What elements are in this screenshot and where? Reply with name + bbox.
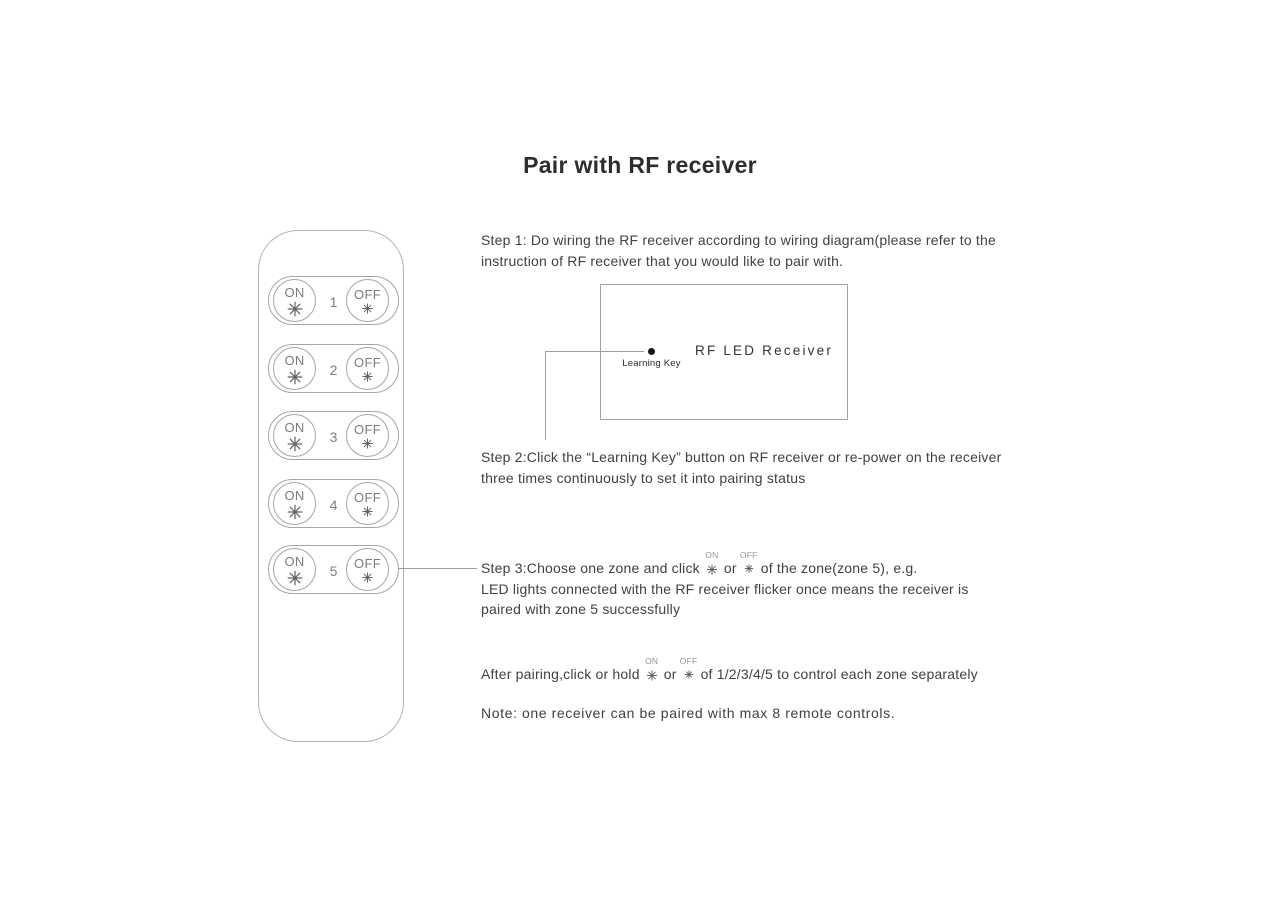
sun-icon bbox=[362, 303, 373, 314]
sun-icon bbox=[362, 572, 373, 583]
on-button-label: ON bbox=[284, 419, 305, 435]
after-pairing-text bbox=[481, 656, 978, 685]
zone-5-off-button bbox=[346, 548, 389, 591]
sun-icon bbox=[287, 436, 303, 452]
learning-key-label: Learning Key bbox=[622, 358, 681, 369]
step2-line2: three times continuously to set it into pairing status bbox=[481, 469, 806, 486]
page-title: Pair with RF receiver bbox=[523, 152, 757, 178]
rf-receiver-box bbox=[600, 284, 848, 420]
off-sun-icon: OFF bbox=[742, 561, 756, 574]
off-button-label: OFF bbox=[354, 422, 381, 437]
step2-line1: Step 2:Click the “Learning Key” button on RF receiver or re-power on the receiver bbox=[481, 449, 1002, 465]
zone-row-1 bbox=[268, 276, 399, 325]
step1-line1: Step 1: Do wiring the RF receiver according to wiring diagram(please refer to the bbox=[481, 232, 996, 248]
zone-5-on-button bbox=[273, 548, 316, 591]
zone-4-off-button bbox=[346, 482, 389, 525]
after-pairing-suffix: of 1/2/3/4/5 to control each zone separately bbox=[700, 666, 978, 682]
on-button-label: ON bbox=[284, 553, 305, 569]
note-text: Note: one receiver can be paired with max 8 remote controls. bbox=[481, 705, 896, 721]
step3-line3: paired with zone 5 successfully bbox=[481, 601, 681, 617]
zone-1-off-button bbox=[346, 279, 389, 322]
on-button-label: ON bbox=[284, 352, 305, 368]
step3-prefix: Step 3:Choose one zone and click bbox=[481, 560, 700, 576]
zone-number: 2 bbox=[329, 361, 338, 378]
sun-icon bbox=[287, 570, 303, 586]
sun-icon bbox=[287, 369, 303, 385]
learning-key-connector-vertical bbox=[545, 351, 546, 440]
zone5-pointer-line bbox=[398, 568, 477, 569]
zone-3-off-button bbox=[346, 414, 389, 457]
zone-row-3 bbox=[268, 411, 399, 460]
step3-line2: LED lights connected with the RF receiver flicker once means the receiver is bbox=[481, 580, 969, 597]
zone-number: 5 bbox=[329, 562, 338, 579]
on-button-label: ON bbox=[284, 284, 305, 300]
on-sun-icon: ON bbox=[705, 561, 719, 574]
sun-icon bbox=[287, 504, 303, 520]
zone-number: 3 bbox=[329, 428, 338, 445]
sun-icon bbox=[362, 438, 373, 449]
step3-or: or bbox=[723, 560, 737, 576]
zone-number: 4 bbox=[329, 496, 338, 513]
off-sun-icon: OFF bbox=[682, 667, 696, 680]
step3-line1 bbox=[481, 550, 969, 579]
off-button-label: OFF bbox=[354, 355, 381, 370]
zone-row-4 bbox=[268, 479, 399, 528]
off-button-label: OFF bbox=[354, 490, 381, 505]
learning-key-connector-horizontal bbox=[545, 351, 644, 352]
after-pairing-prefix: After pairing,click or hold bbox=[481, 666, 640, 682]
on-sun-icon: ON bbox=[645, 667, 659, 680]
zone-4-on-button bbox=[273, 482, 316, 525]
zone-1-on-button bbox=[273, 279, 316, 322]
step3-suffix: of the zone(zone 5), e.g. bbox=[760, 560, 918, 576]
receiver-name-label: RF LED Receiver bbox=[695, 343, 834, 358]
after-pairing-or: or bbox=[663, 666, 677, 682]
zone-number: 1 bbox=[329, 293, 338, 310]
sun-icon bbox=[362, 371, 373, 382]
step1-text bbox=[481, 230, 996, 271]
off-button-label: OFF bbox=[354, 287, 381, 302]
step1-line2: instruction of RF receiver that you would like to pair with. bbox=[481, 252, 844, 269]
zone-row-2 bbox=[268, 344, 399, 393]
step2-text bbox=[481, 447, 1001, 488]
zone-3-on-button bbox=[273, 414, 316, 457]
zone-2-off-button bbox=[346, 347, 389, 390]
off-button-label: OFF bbox=[354, 556, 381, 571]
step3-text bbox=[481, 550, 969, 620]
on-button-label: ON bbox=[284, 487, 305, 503]
sun-icon bbox=[362, 506, 373, 517]
zone-2-on-button bbox=[273, 347, 316, 390]
zone-row-5 bbox=[268, 545, 399, 594]
remote-control-illustration bbox=[258, 230, 404, 742]
learning-key-dot bbox=[648, 348, 655, 355]
sun-icon bbox=[287, 301, 303, 317]
